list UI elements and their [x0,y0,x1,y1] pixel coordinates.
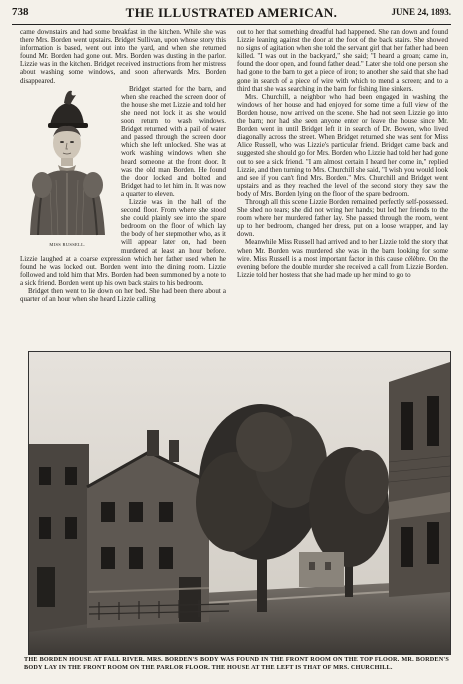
paragraph: Mrs. Churchill, a neighbor who had been engaged in washing the windows of her house and had enjoyed for some time a full view of the Borden house, now arrived on the scene. She had not seen Lizzie go into the barn; nor had she seen anyone enter or leave the house since Mr. Borden went in until Bridget left it in search of Dr. Bowen, who lived diagonally across the street. When Bridget returned she was sent for Miss Alice Russell, who was Lizzie's particular friend. Bridget came back and suggested she should go for Mrs. Borden who Lizzie had told her had gone out to see a sick friend. "I am almost certain I heard her come in," replied Lizzie, and then turning to Mrs. Churchill she said, "I wish you would look and see if you can't find Mrs. Borden." Mrs. Churchill and Bridget went upstairs and as they reached the level of the second story they saw the body of Mrs. Borden lying on the floor of the spare bedroom. [237,92,448,198]
borden-house-photo [28,351,451,655]
paragraph: Bridget then went to lie down on her bed. She had been there about a quarter of an hour when she heard Lizzie calling [20,287,226,304]
paragraph: Lizzie was in the hall of the second floor. From where she stood she could plainly see into the spare bedroom on the floor of which lay the body of her stepmother who, as it will appear later on, had been murdered at least an hour before. Lizzie laughed at a coarse expression which her father used when he found he was locked out. Borden went into the dining room. Lizzie followed and told him that Mrs. Borden had been summoned by a note to a sick friend. Borden went up his own back stairs to his bedroom. [20,197,226,287]
photo-image [29,352,450,654]
paragraph: came downstairs and had some breakfast in the kitchen. While she was there Mrs. Borden went upstairs. Bridget Sullivan, upon whose story this information is based, went out into the yard, and when she returned found Mr. Borden had gone out. Mrs. Borden was dusting in the parlor. Lizzie was in the kitchen. Bridget received instructions from her mistress about washing some windows, and soon afterwards Mrs. Borden disappeared. [20,28,226,85]
page-number: 738 [12,6,29,18]
text-column-left [20,28,226,344]
portrait-image [20,85,115,241]
paragraph: Bridget started for the barn, and when she reached the screen door of the house she met Lizzie and told her she need not lock it as she would soon return to wash windows. Bridget returned with a pail of water and passed through the screen door which she left unlocked. She was at work washing windows when she heard someone at the front door. It was the old man Borden. He found the door locked and bolted and Bridget had to let him in. It was now a quarter to eleven. [121,84,226,198]
page-header [12,6,451,22]
issue-date: JUNE 24, 1893. [391,7,451,17]
paragraph: Through all this scene Lizzie Borden remained perfectly self-possessed. She shed no tears; she did not wring her hands; but led her friends to the room where her murdered father lay. She passed through the room, went up to her bedroom, changed her dress, put on a loose wrapper, and lay down. [237,197,448,239]
portrait-miss-russell [20,85,115,249]
publication-title: THE ILLUSTRATED AMERICAN. [125,5,338,20]
header-rule [12,24,451,25]
text-column-right [237,28,448,344]
photo-caption: THE BORDEN HOUSE AT FALL RIVER. MRS. BORDEN'S BODY WAS FOUND IN THE FRONT ROOM ON THE TOP FLOOR. MR. BORDEN'S BODY LAY IN THE FRONT ROOM ON THE PARLOR FLOOR. THE HOUSE AT THE LEFT IS THAT OF MRS. CHURCHILL. [24,656,449,671]
portrait-caption: MISS RUSSELL. [49,241,86,247]
paragraph: Meanwhile Miss Russell had arrived and to her Lizzie told the story that when Mr. Borden was murdered she was in the barn looking for some wire. Miss Russell is a most important factor in this cause célèbre. On the evening before the double murder she received a call from Lizzie Borden. Lizzie told her hostess that she had made up her mind to go to [237,238,448,279]
paragraph: out to her that something dreadful had happened. She ran down and found Lizzie leaning against the door at the foot of the back stairs. She showed no signs of agitation when she told the servant girl that her father had been killed. "I was out in the backyard," she said; "I heard a groan; came in, found the door open, and found father dead." Later she told one person she had gone to the barn to get a piece of iron; to another she said that she had gone in search of a piece of wire with which to mend a screen; and to a third that she was searching in the barn for fishing line sinkers. [237,28,448,93]
